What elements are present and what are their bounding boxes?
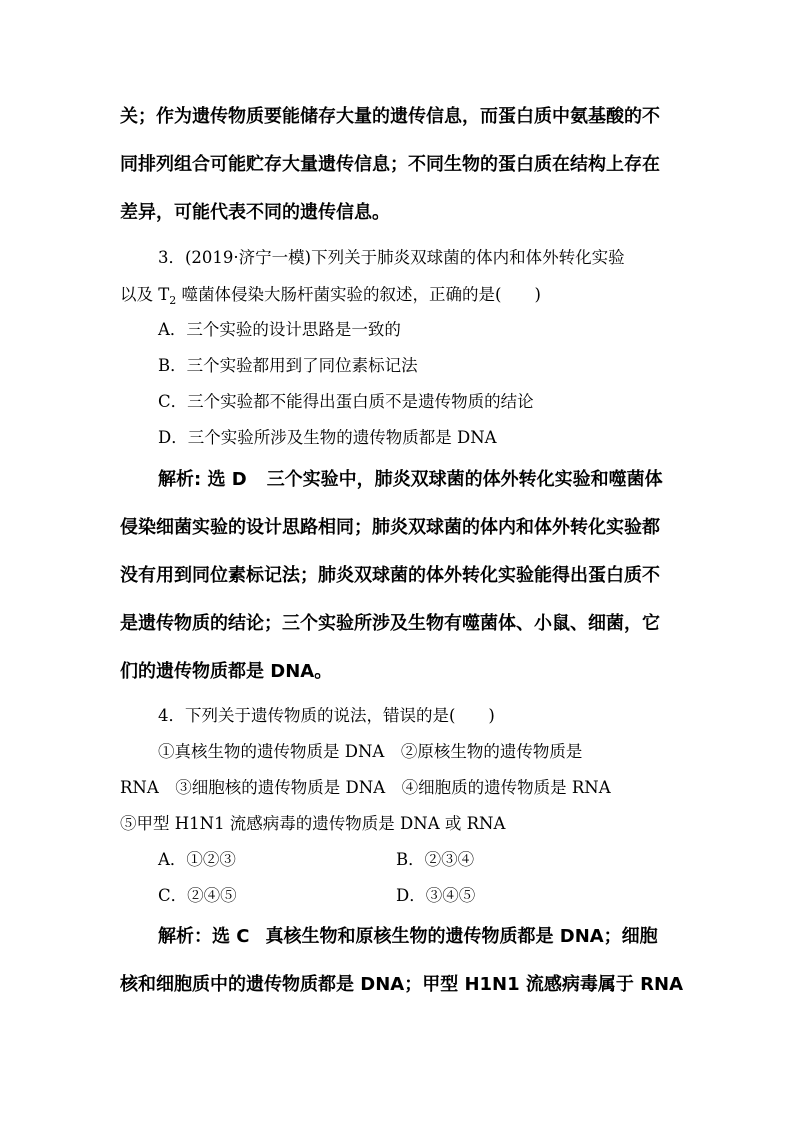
question-4-items: RNA ③细胞核的遗传物质是 DNA ④细胞质的遗传物质是 RNA (120, 778, 611, 797)
question-stem-text: (2019·济宁一模)下列关于肺炎双球菌的体内和体外转化实验 (185, 248, 625, 267)
option-d: D．三个实验所涉及生物的遗传物质都是 DNA (158, 428, 497, 447)
option-c: C．②④⑤ (158, 886, 237, 905)
question-stem-text: 噬菌体侵染大肠杆菌实验的叙述，正确的是( ) (176, 285, 541, 304)
analysis-text: 真核生物和原核生物的遗传物质都是 DNA；细胞 (265, 926, 658, 947)
explanation-line: 关；作为遗传物质要能储存大量的遗传信息，而蛋白质中氨基酸的不 (120, 106, 660, 127)
analysis-label: 解析: 选 D (158, 469, 247, 490)
analysis-line: 们的遗传物质都是 DNA。 (120, 661, 333, 682)
analysis-line (158, 465, 663, 491)
analysis-line: 是遗传物质的结论；三个实验所涉及生物有噬菌体、小鼠、细菌，它 (120, 613, 660, 634)
question-number: 3． (158, 248, 185, 267)
question-4-items: ①真核生物的遗传物质是 DNA ②原核生物的遗传物质是 (158, 742, 583, 761)
question-4-items: ⑤甲型 H1N1 流感病毒的遗传物质是 DNA 或 RNA (120, 814, 506, 833)
subscript: 2 (169, 294, 177, 307)
question-4-stem: 4．下列关于遗传物质的说法，错误的是( ) (158, 706, 495, 725)
option-a: A．①②③ (158, 850, 236, 869)
option-c: C．三个实验都不能得出蛋白质不是遗传物质的结论 (158, 392, 534, 411)
question-3-stem (158, 244, 625, 268)
analysis-line: 侵染细菌实验的设计思路相同；肺炎双球菌的体内和体外转化实验都 (120, 517, 660, 538)
analysis-line: 没有用到同位素标记法；肺炎双球菌的体外转化实验能得出蛋白质不 (120, 565, 660, 586)
option-row (158, 882, 237, 906)
analysis-text: 三个实验中，肺炎双球菌的体外转化实验和噬菌体 (266, 469, 663, 490)
option-b: B．三个实验都用到了同位素标记法 (158, 356, 418, 375)
option-row (158, 846, 236, 870)
option-b: B．②③④ (396, 850, 475, 869)
question-3-stem-cont (120, 281, 541, 307)
question-stem-text: 以及 T (120, 285, 170, 304)
explanation-line: 同排列组合可能贮存大量遗传信息；不同生物的蛋白质在结构上存在 (120, 154, 660, 175)
analysis-label: 解析：选 C (158, 926, 250, 947)
analysis-line: 核和细胞质中的遗传物质都是 DNA；甲型 H1N1 流感病毒属于 RNA (120, 974, 684, 995)
analysis-line (158, 922, 658, 948)
option-a: A．三个实验的设计思路是一致的 (158, 320, 401, 339)
explanation-line: 差异，可能代表不同的遗传信息。 (120, 202, 390, 223)
option-d: D．③④⑤ (396, 886, 476, 905)
